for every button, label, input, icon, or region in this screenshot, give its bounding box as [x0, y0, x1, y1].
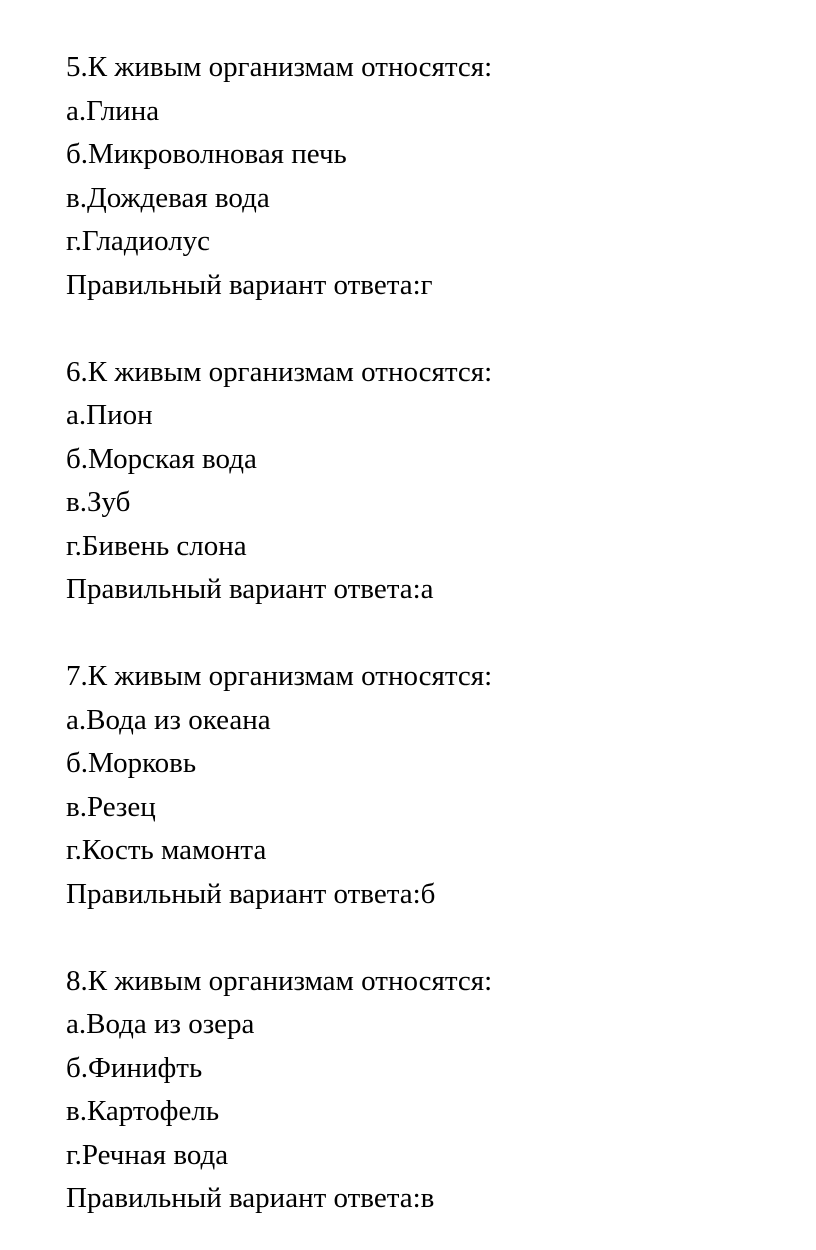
correct-answer: Правильный вариант ответа:а — [66, 573, 434, 605]
answer-option: г.Кость мамонта — [66, 834, 267, 866]
correct-answer: Правильный вариант ответа:в — [66, 1182, 435, 1214]
question-prompt: 5.К живым организмам относятся: — [66, 51, 493, 83]
question-7 — [66, 655, 786, 916]
question-8 — [66, 960, 786, 1221]
answer-option: б.Морковь — [66, 747, 197, 779]
answer-option: а.Глина — [66, 94, 160, 127]
answer-option: б.Морская вода — [66, 442, 257, 475]
answer-option: в.Зуб — [66, 486, 131, 518]
question-prompt: 8.К живым организмам относятся: — [66, 964, 493, 997]
correct-answer: Правильный вариант ответа:б — [66, 877, 436, 910]
answer-option: в.Дождевая вода — [66, 181, 270, 214]
answer-option: б.Микроволновая печь — [66, 138, 347, 170]
answer-option: г.Речная вода — [66, 1138, 229, 1171]
answer-option: б.Финифть — [66, 1051, 203, 1084]
answer-option: в.Картофель — [66, 1095, 220, 1127]
question-6 — [66, 351, 786, 612]
answer-option: а.Пион — [66, 399, 153, 431]
question-5 — [66, 46, 786, 307]
correct-answer: Правильный вариант ответа:г — [66, 268, 433, 301]
answer-option: а.Вода из океана — [66, 703, 271, 736]
question-prompt: 6.К живым организмам относятся: — [66, 355, 493, 388]
answer-option: г.Гладиолус — [66, 225, 211, 257]
answer-option: а.Вода из озера — [66, 1008, 255, 1040]
document-content — [66, 46, 786, 1221]
answer-option: г.Бивень слона — [66, 529, 247, 562]
answer-option: в.Резец — [66, 790, 156, 823]
question-prompt: 7.К живым организмам относятся: — [66, 660, 493, 692]
